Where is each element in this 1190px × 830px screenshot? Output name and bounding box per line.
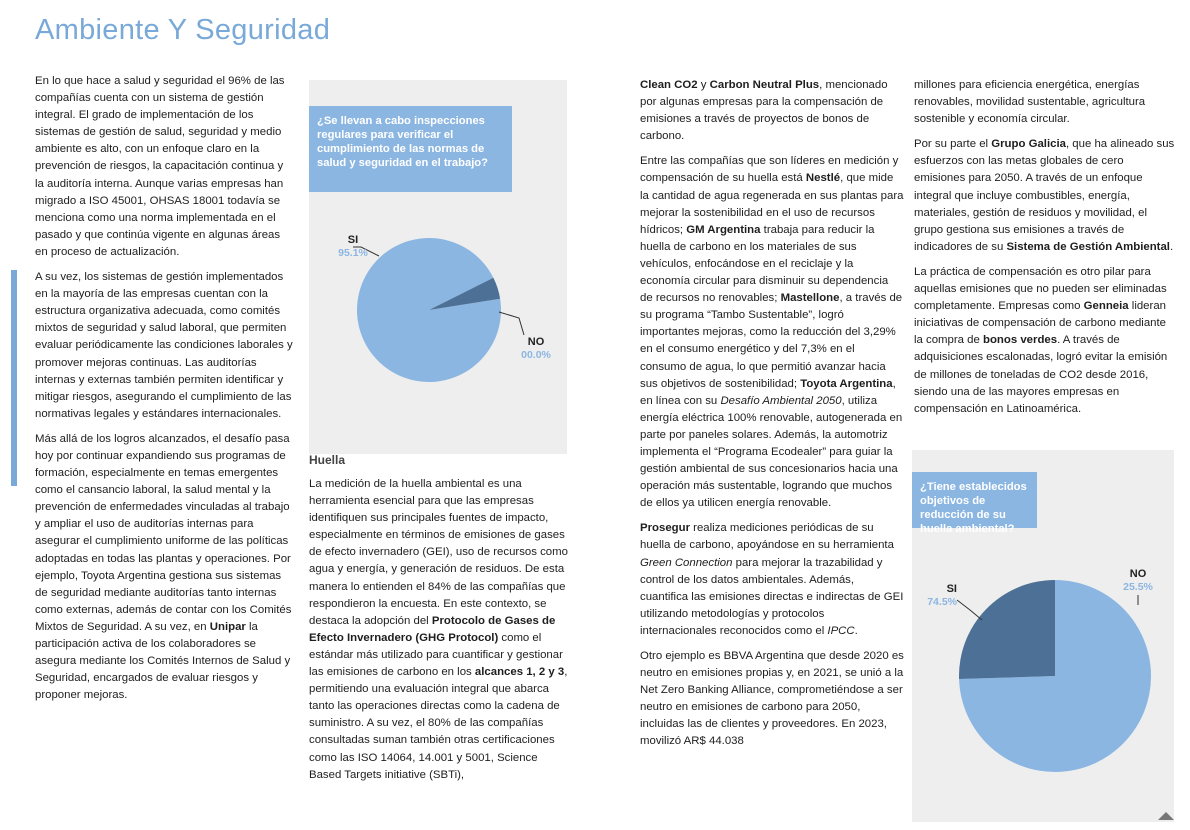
- paragraph: Otro ejemplo es BBVA Argentina que desde 2020 es neutro en emisiones propias y, en 2021, se unió a la Net Zero Banking Alliance, comprometiéndose a ser neutro en emisiones de carbono para 2050, incluidas las de clientes y proveedores. En 2023, movilizó AR$ 44.038: [640, 650, 904, 748]
- chart-question: ¿Se llevan a cabo inspecciones regulares para verificar el cumplimiento de las normas de salud y seguridad en el trabajo?: [309, 106, 512, 192]
- paragraph: La medición de la huella ambiental es una herramienta esencial para que las empresas identifiquen sus principales fuentes de impacto, especialmente en términos de emisiones de gases de efecto invernadero (GEI), uso de recursos como agua y energía, y generación de residuos. De esta manera lo entienden el 84% de las compañías que respondieron la encuesta. En este contexto, se destaca la adopción del Protocolo de Gases de Efecto Invernadero (GHG Protocol) como el estándar más utilizado para cuantificar y gestionar las emisiones de carbono en los alcances 1, 2 y 3, permitiendo una evaluación integral que abarca tanto las operaciones directas como la cadena de suministro. A su vez, el 80% de las compañías consultadas suman también otras certificaciones como las ISO 14064, 14.001 y 5001, Science Based Targets initiative (SBTi),: [309, 478, 568, 781]
- paragraph: En lo que hace a salud y seguridad el 96% de las compañías cuenta con un sistema de gestión integral. El grado de implementación de los sistemas de gestión de salud, seguridad y medio ambiente es alto, con un enfoque claro en la prevención de riesgos, la capacitación continua y la auditoría interna. Aunque varias empresas han migrado a ISO 45001, OHSAS 18001 todavía se menciona como una norma implementada en el pasado y que continúa vigente en algunas áreas en proceso de actualización.: [35, 75, 285, 258]
- column-4: [914, 77, 1176, 426]
- value-label: 25.5%: [1123, 581, 1153, 593]
- chart-question: ¿Tiene establecidos objetivos de reducción de su huella ambiental?: [912, 472, 1037, 528]
- paragraph: Por su parte el Grupo Galicia, que ha alineado sus esfuerzos con las metas globales de cero emisiones para 2050. A través de un enfoque integral que incluye combustibles, energía, materiales, gestión de residuos y movilidad, el grupo gestiona sus emisiones a través de indicadores de su Sistema de Gestión Ambiental.: [914, 138, 1175, 253]
- paragraph: Clean CO2 y Carbon Neutral Plus, mencionado por algunas empresas para la compensación de emisiones a través de proyectos de bonos de carbono.: [640, 79, 888, 143]
- leader-line: [499, 312, 524, 335]
- chart-box-inspections: [309, 80, 567, 454]
- leader-line: [957, 600, 982, 620]
- paragraph: Entre las compañías que son líderes en medición y compensación de su huella está Nestlé, que mide la cantidad de agua regenerada en sus plantas para mejorar la sostenibilidad en el uso de recursos hídricos; GM Argentina trabaja para reducir la huella de carbono en los materiales de sus vehículos, enfocándose en el reciclaje y la economía circular para disminuir su dependencia de recursos no renovables; Mastellone, a través de su programa “Tambo Sustentable”, logró importantes mejoras, como la reducción del 3,29% en el consumo energético y del 7,3% en el consumo de agua, lo que permitió avanzar hacia sus objetivos de sostenibilidad; Toyota Argentina, en línea con su Desafío Ambiental 2050, utiliza energía eléctrica 100% renovable, autogenerada en parte por paneles solares. Además, la automotriz implementa el “Programa Ecodealer” para guiar la gestión ambiental de sus concesionarios hacia una operación más sustentable, logrando que muchos de ellos ya utilicen energía renovable.: [640, 155, 904, 510]
- column-3: [640, 77, 904, 759]
- paragraph: millones para eficiencia energética, energías renovables, movilidad sustentable, agricultura sostenible y economía circular.: [914, 79, 1146, 126]
- category-label: NO: [1129, 568, 1147, 580]
- paragraph: La práctica de compensación es otro pilar para aquellas emisiones que no pueden ser eliminadas completamente. Empresas como Genneia lideran iniciativas de compensación de carbono mediante la compra de bonos verdes. A través de adquisiciones escalonadas, logró evitar la emisión de millones de toneladas de CO2 desde 2016, siendo una de las mayores empresas en compensación en Latinoamérica.: [914, 265, 1168, 415]
- paragraph: A su vez, los sistemas de gestión implementados en la mayoría de las empresas cuentan con la estructura organizativa adecuada, como comités mixtos de seguridad y salud laboral, que permiten evaluar periódicamente las condiciones laborales y promover mejoras continuas. Las auditorías internas y externas también permiten identificar y mitigar riesgos, asegurando el cumplimiento de las normativas legales y estándares internacionales.: [35, 271, 293, 420]
- pie-slice-si: [357, 238, 501, 382]
- company-name: Unipar: [209, 620, 246, 633]
- chart-box-targets: [912, 450, 1174, 822]
- value-label: 95.1%: [338, 247, 368, 259]
- column-1: [35, 73, 295, 712]
- section-title-huella: Huella: [309, 453, 346, 467]
- value-label: 00.0%: [521, 349, 551, 361]
- paragraph: Prosegur realiza mediciones periódicas de su huella de carbono, apoyándose en su herramienta Green Connection para mejorar la trazabilidad y control de los datos ambientales. Además, cuantifica las emisiones directas e indirectas de GEI utilizando metodologías y protocolos internacionales reconocidos como el IPCC.: [640, 522, 904, 637]
- category-label: SI: [946, 583, 957, 595]
- column-2: [309, 476, 571, 792]
- pie-slice-no: [959, 580, 1055, 679]
- value-label: 74.5%: [927, 596, 957, 608]
- paragraph: Más allá de los logros alcanzados, el desafío pasa hoy por continuar expandiendo sus programas de formación, especialmente en temas emergentes como el cansancio laboral, la salud mental y la prevención de enfermedades vinculadas al trabajo y ampliar el uso de auditorías internas para asegurar el cumplimiento uniforme de las políticas adoptadas en todas las plantas y operaciones. Por ejemplo, Toyota Argentina gestiona sus sistemas de seguridad mediante auditorías tanto internas como externas, además de contar con los Comités Mixtos de Seguridad. A su vez, en Unipar la participación activa de los colaboradores se asegura mediante los Comités Internos de Salud y Seguridad, encargados de evaluar riesgos y proponer mejoras.: [35, 432, 292, 702]
- accent-bar: [11, 270, 17, 486]
- scroll-up-icon[interactable]: [1158, 812, 1174, 820]
- category-label: NO: [527, 336, 545, 348]
- category-label: SI: [347, 234, 359, 246]
- page-title: Ambiente Y Seguridad: [35, 14, 331, 46]
